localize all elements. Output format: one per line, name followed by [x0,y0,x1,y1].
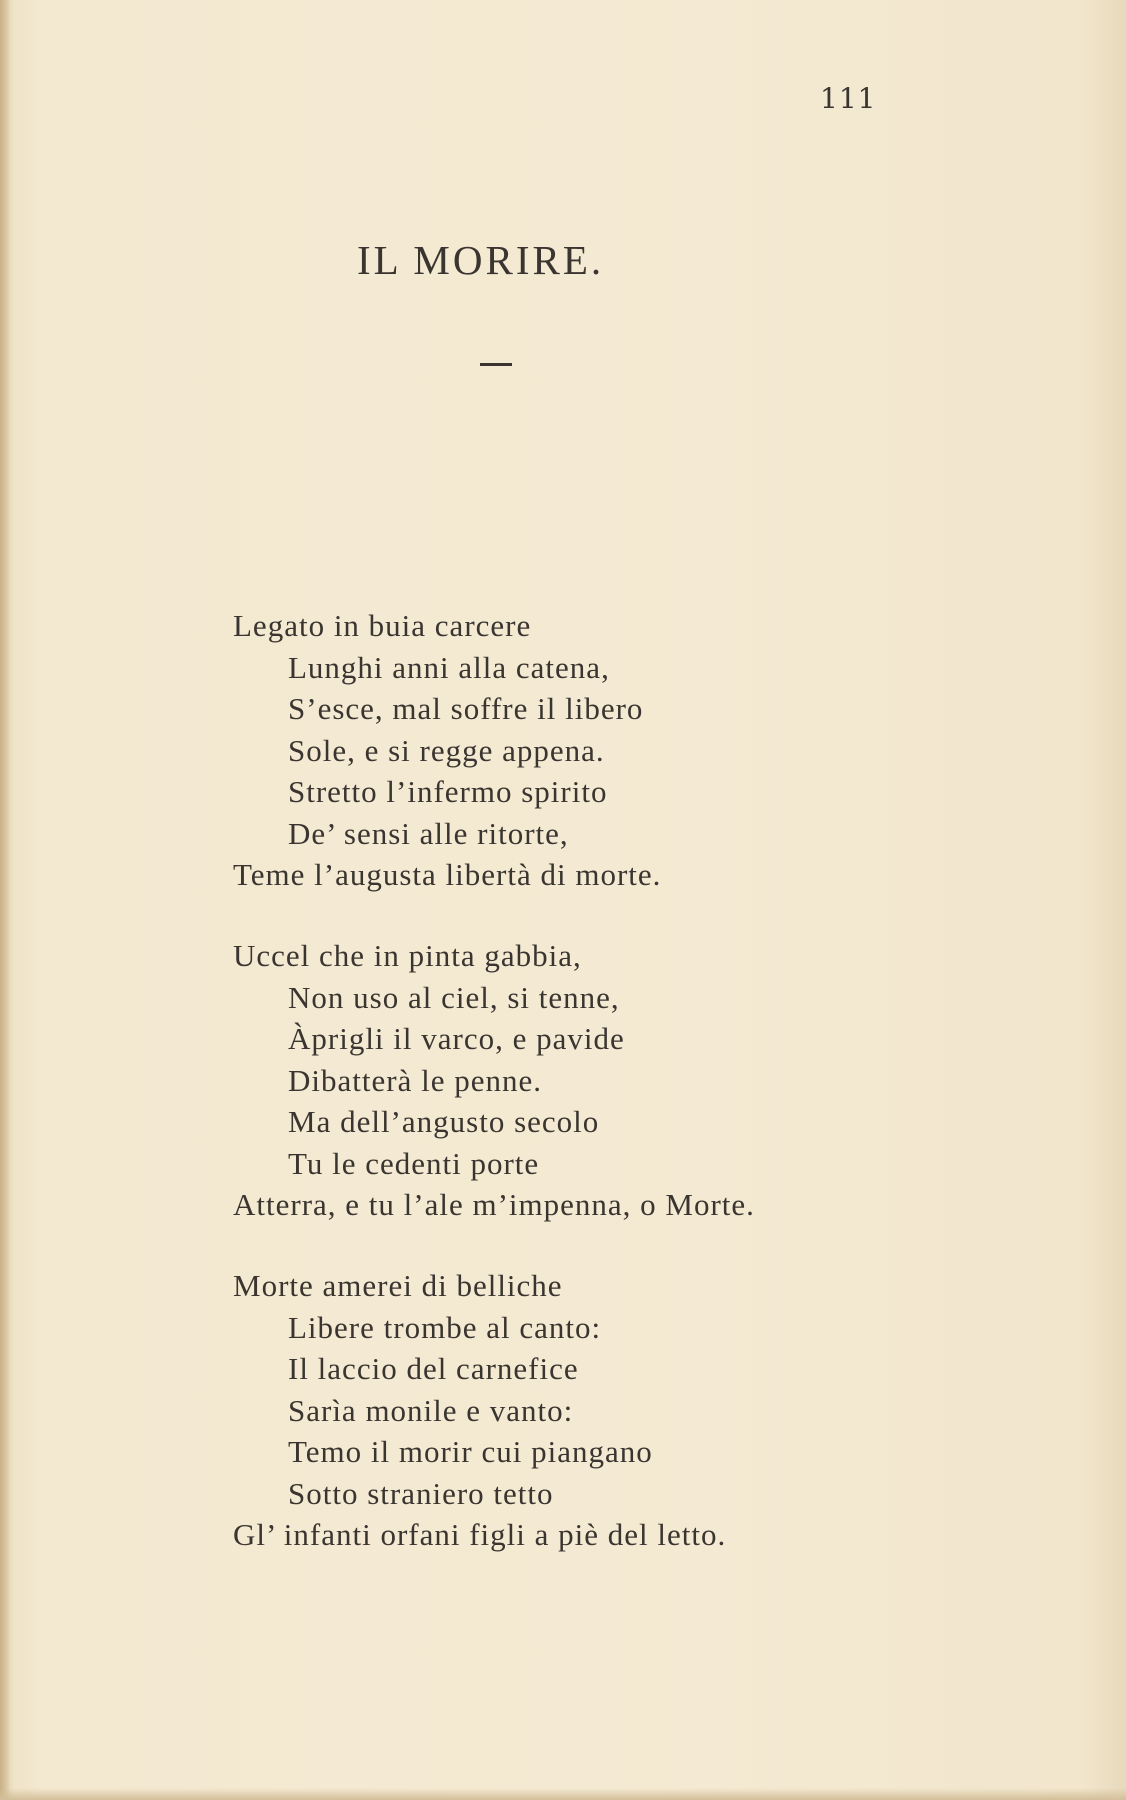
verse-line: Libere trombe al canto: [288,1309,602,1345]
verse-line: Sarìa monile e vanto: [288,1392,574,1428]
verse-line: Sotto straniero tetto [288,1475,554,1511]
verse-line: Legato in buia carcere [233,608,532,643]
verse-line: Non uso al ciel, si tenne, [288,979,620,1015]
stanza-1 [233,605,1053,896]
stanza-2 [233,935,1053,1226]
verse-line: Stretto l’infermo spirito [288,774,608,809]
verse-line: Sole, e si regge appena. [288,732,605,768]
verse-line: Uccel che in pinta gabbia, [233,938,582,973]
verse-line: S’esce, mal soffre il libero [288,691,644,726]
verse-line: Atterra, e tu l’ale m’impenna, o Morte. [233,1187,755,1222]
verse-line: Il laccio del carnefice [288,1351,579,1386]
page-number: 111 [820,82,877,115]
verse-line: Dibatterà le penne. [288,1062,542,1098]
title-divider [480,363,512,366]
verse-line: Temo il morir cui piangano [288,1434,653,1469]
verse-line: Ma dell’angusto secolo [288,1104,600,1139]
verse-line: Lunghi anni alla catena, [288,649,610,685]
verse-line: Morte amerei di belliche [233,1268,563,1303]
verse-line: Gl’ infanti orfani figli a piè del letto. [233,1517,727,1552]
verse-line: Teme l’augusta libertà di morte. [233,857,662,892]
verse-line: Tu le cedenti porte [288,1145,540,1181]
stanza-3 [233,1265,1053,1556]
verse-line: De’ sensi alle ritorte, [288,815,569,851]
poem-title: IL MORIRE. [357,237,605,283]
verse-line: Àprigli il varco, e pavide [288,1021,625,1056]
